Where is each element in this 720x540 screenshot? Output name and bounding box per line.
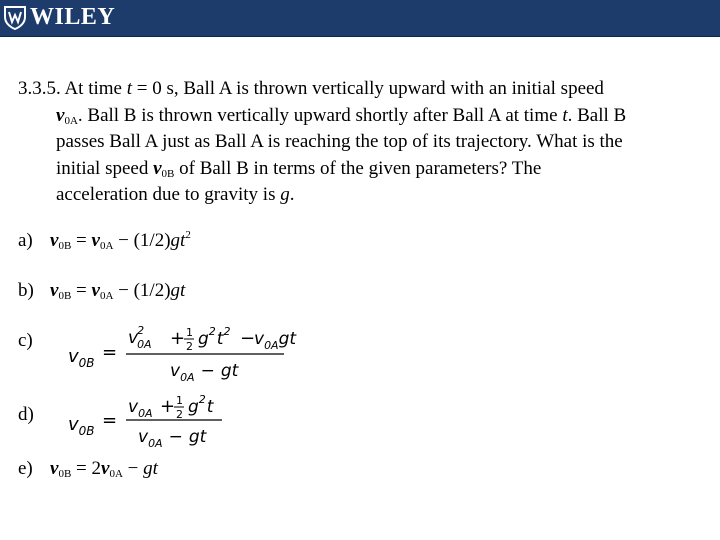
svg-text:1: 1 bbox=[186, 326, 193, 339]
svg-text:v0A−gt: $v_{0A}$ − gt bbox=[138, 427, 207, 450]
option-label: e) bbox=[18, 458, 33, 479]
option-label: b) bbox=[18, 280, 34, 301]
question-line-3: passes Ball A just as Ball A is reaching the top of its trajectory. What is the bbox=[56, 131, 623, 152]
svg-text:g2t: $g^2t$ bbox=[188, 393, 214, 417]
logo-text: WILEY bbox=[30, 3, 116, 30]
wiley-crest-icon bbox=[2, 4, 28, 30]
svg-text:+: + bbox=[160, 396, 176, 417]
option-a[interactable]: a) $v_{0B} = v_{0A} - (1/2)gt^2$ bbox=[18, 229, 191, 252]
option-label: c) bbox=[18, 330, 33, 351]
option-c[interactable] bbox=[18, 316, 338, 386]
option-c-formula bbox=[66, 316, 296, 386]
question-line-2: $v_{0A}$. Ball B is thrown vertically upward shortly after Ball A at time t. Ball B bbox=[56, 104, 627, 127]
svg-text:v0Agt: $v_{0A}gt$ bbox=[254, 329, 297, 352]
option-e[interactable]: e) $v_{0B} = 2v_{0A}$ − gt bbox=[18, 458, 158, 480]
svg-text:v0B: $v_{0B}$ bbox=[68, 414, 95, 438]
option-label: d) bbox=[18, 404, 34, 425]
svg-text:v20A: v2 0A bbox=[128, 324, 152, 351]
option-b[interactable]: b) $v_{0B} = v_{0A} - (1/2)gt$ bbox=[18, 280, 186, 302]
option-d-formula bbox=[66, 390, 236, 460]
svg-text:g2t2: $g^2t^2$ bbox=[198, 325, 231, 349]
question-text bbox=[18, 76, 708, 209]
svg-text:v0A: $v_{0A}$ bbox=[128, 397, 153, 420]
question-line-1: 3.3.5. At time t = 0 s, Ball A is thrown vertically upward with an initial speed bbox=[18, 78, 604, 99]
svg-text:−: − bbox=[240, 328, 256, 349]
question-line-4: initial speed $v_{0B}$ of Ball B in terms of the given parameters? The bbox=[56, 157, 542, 180]
svg-text:=: = bbox=[102, 410, 118, 431]
svg-text:2: 2 bbox=[176, 408, 183, 421]
header-bar bbox=[0, 0, 720, 37]
svg-text:v0B: $v_{0B}$ bbox=[68, 346, 95, 370]
svg-text:+: + bbox=[170, 328, 186, 349]
svg-text:2: 2 bbox=[186, 340, 193, 353]
question-line-5: acceleration due to gravity is g. bbox=[56, 184, 295, 205]
option-d[interactable] bbox=[18, 390, 338, 460]
svg-text:v0A−gt: $v_{0A}$ − gt bbox=[170, 361, 239, 384]
svg-text:=: = bbox=[102, 342, 118, 363]
option-label: a) bbox=[18, 230, 33, 251]
wiley-logo bbox=[2, 2, 115, 32]
svg-text:1: 1 bbox=[176, 394, 183, 407]
